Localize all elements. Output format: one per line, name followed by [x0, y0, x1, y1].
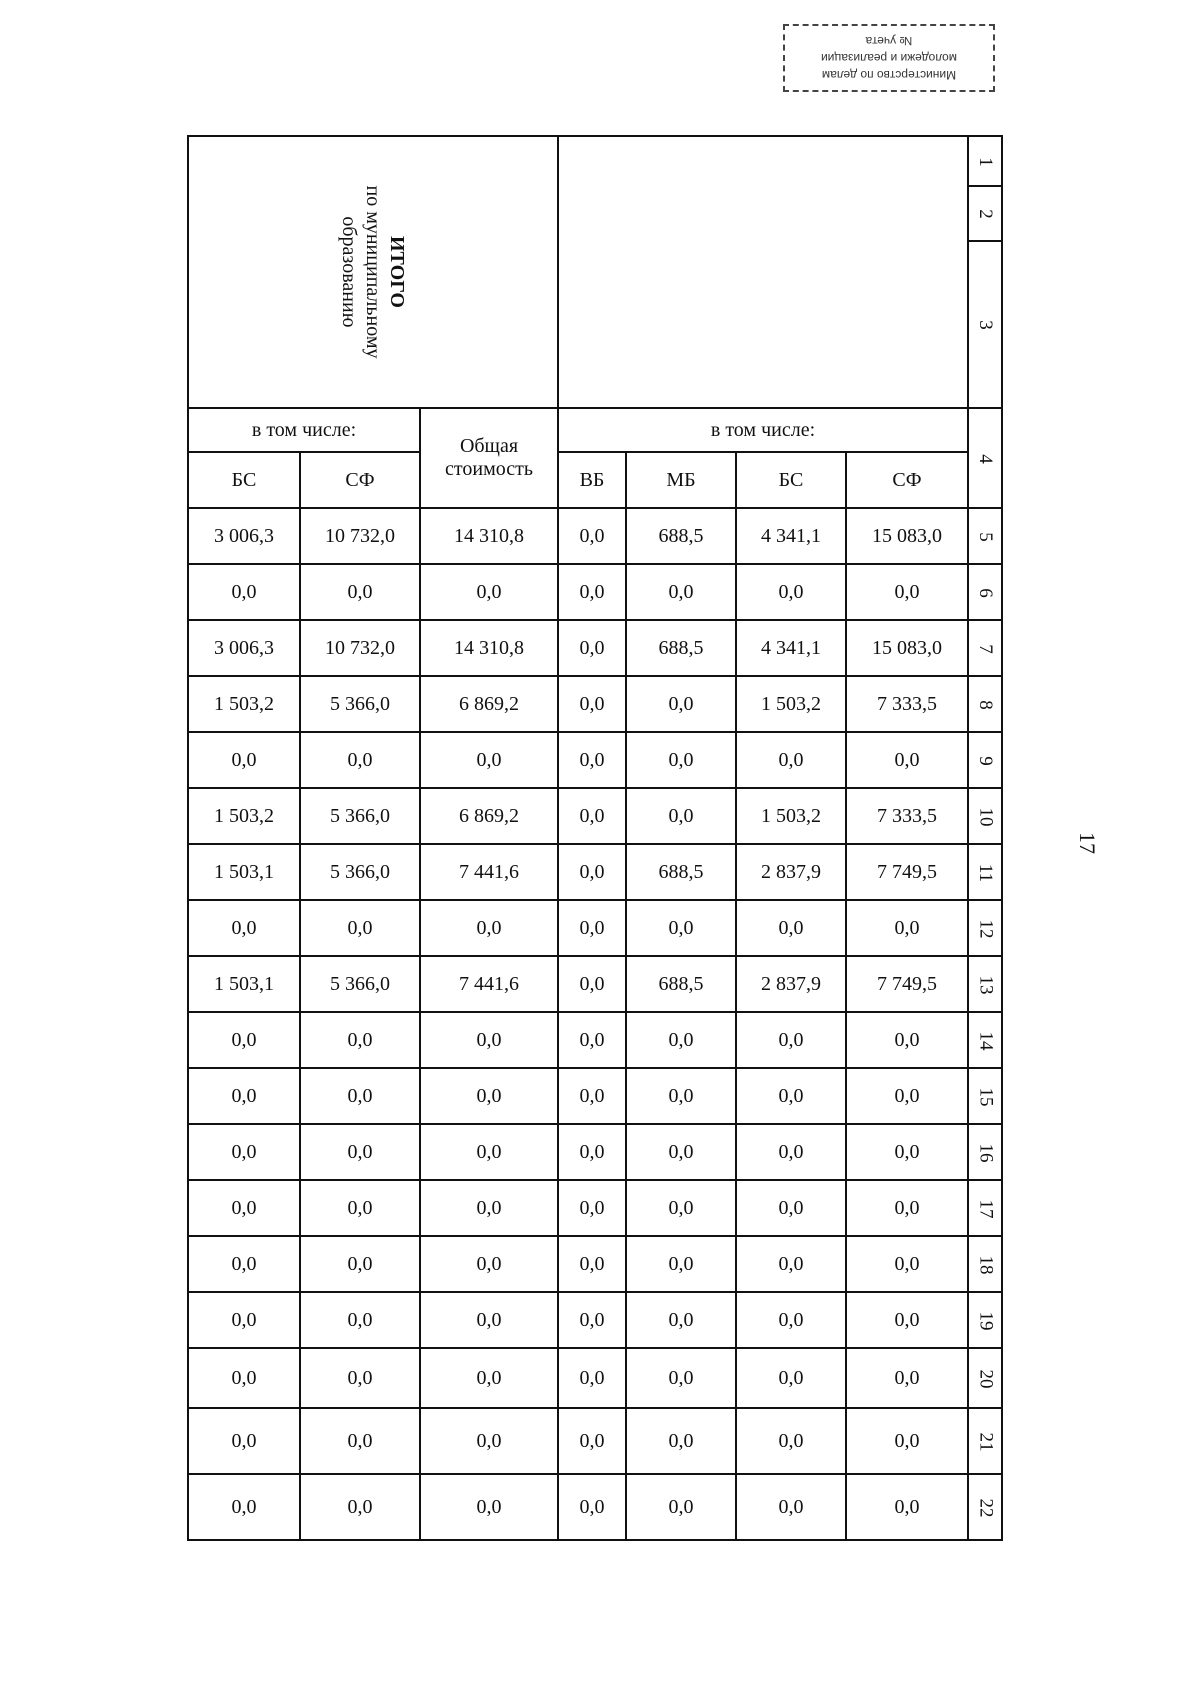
- table-cell: 0,0: [846, 1348, 968, 1408]
- table-cell: 688,5: [626, 508, 736, 564]
- stamp-line: Министерство по делам: [821, 68, 957, 83]
- row-number-cell: 22: [968, 1474, 1002, 1540]
- table-cell: 0,0: [558, 956, 626, 1012]
- table-cell: 14 310,8: [420, 508, 558, 564]
- table-cell: 4 341,1: [736, 508, 846, 564]
- row-number-cell: 11: [968, 844, 1002, 900]
- table-cell: 0,0: [846, 1474, 968, 1540]
- row-number-cell: 19: [968, 1292, 1002, 1348]
- table-cell: 0,0: [558, 900, 626, 956]
- table-cell: 6 869,2: [420, 788, 558, 844]
- table-cell: 0,0: [558, 1292, 626, 1348]
- table-cell: 0,0: [420, 1236, 558, 1292]
- table-cell: 0,0: [300, 1124, 420, 1180]
- table-cell: 0,0: [558, 844, 626, 900]
- table-cell: 0,0: [626, 564, 736, 620]
- table-cell: 0,0: [558, 1408, 626, 1474]
- header-row-top: [188, 136, 1002, 186]
- table-row: [188, 1474, 1002, 1540]
- table-cell: 0,0: [558, 1012, 626, 1068]
- table-cell: 15 083,0: [846, 508, 968, 564]
- table-cell: 0,0: [736, 1124, 846, 1180]
- table-cell: 0,0: [846, 1124, 968, 1180]
- table-cell: 0,0: [846, 1012, 968, 1068]
- row-number-cell: 13: [968, 956, 1002, 1012]
- itogo-line2: по муниципальному: [362, 185, 384, 359]
- table-cell: 0,0: [736, 1348, 846, 1408]
- table-cell: 0,0: [846, 900, 968, 956]
- row-number-cell: 12: [968, 900, 1002, 956]
- table-cell: 10 732,0: [300, 620, 420, 676]
- table-cell: 0,0: [626, 732, 736, 788]
- table-cell: 0,0: [558, 788, 626, 844]
- table-cell: 0,0: [188, 1292, 300, 1348]
- col-mb: МБ: [626, 452, 736, 508]
- table-cell: 688,5: [626, 844, 736, 900]
- table-cell: 0,0: [846, 1292, 968, 1348]
- table-cell: 0,0: [188, 564, 300, 620]
- row-number-cell: 15: [968, 1068, 1002, 1124]
- page-number: 17: [1075, 832, 1100, 854]
- table-cell: 0,0: [736, 1068, 846, 1124]
- table-cell: 0,0: [188, 1124, 300, 1180]
- row-number-cell: 3: [968, 241, 1002, 408]
- table-cell: 0,0: [420, 1474, 558, 1540]
- table-cell: 7 333,5: [846, 676, 968, 732]
- table-cell: 0,0: [736, 1180, 846, 1236]
- registration-stamp: [783, 24, 995, 92]
- itogo-label: [337, 152, 409, 392]
- table-cell: 14 310,8: [420, 620, 558, 676]
- row-number-cell: 8: [968, 676, 1002, 732]
- table-cell: 0,0: [300, 1236, 420, 1292]
- col-vb: ВБ: [558, 452, 626, 508]
- row-number-cell: 18: [968, 1236, 1002, 1292]
- table-cell: 0,0: [300, 1292, 420, 1348]
- table-cell: 3 006,3: [188, 620, 300, 676]
- row-number-cell: 1: [968, 136, 1002, 186]
- table-cell: 5 366,0: [300, 676, 420, 732]
- table-cell: 0,0: [626, 1474, 736, 1540]
- table-cell: 0,0: [188, 1348, 300, 1408]
- table-row: [188, 1012, 1002, 1068]
- itogo-title: ИТОГО: [386, 236, 408, 308]
- table-cell: 0,0: [736, 732, 846, 788]
- table-cell: 7 333,5: [846, 788, 968, 844]
- table-cell: 1 503,2: [188, 676, 300, 732]
- table-cell: 0,0: [420, 1408, 558, 1474]
- table-cell: 0,0: [300, 900, 420, 956]
- col-bs-right: БС: [736, 452, 846, 508]
- table-cell: 0,0: [626, 1124, 736, 1180]
- header-sub-row: [188, 452, 1002, 508]
- row-number-cell: 20: [968, 1348, 1002, 1408]
- row-number-cell: 5: [968, 508, 1002, 564]
- table-cell: 0,0: [558, 732, 626, 788]
- table-cell: 0,0: [300, 1408, 420, 1474]
- table-cell: 0,0: [300, 1012, 420, 1068]
- table-cell: 0,0: [626, 1180, 736, 1236]
- table-cell: 15 083,0: [846, 620, 968, 676]
- table-cell: 0,0: [188, 1180, 300, 1236]
- row-number-cell: 14: [968, 1012, 1002, 1068]
- table-cell: 0,0: [626, 1348, 736, 1408]
- table-cell: 0,0: [420, 900, 558, 956]
- table-cell: 5 366,0: [300, 788, 420, 844]
- table-cell: 0,0: [846, 1068, 968, 1124]
- table-cell: 0,0: [626, 1408, 736, 1474]
- table-cell: 0,0: [558, 1068, 626, 1124]
- table-cell: 0,0: [420, 1068, 558, 1124]
- table-cell: 0,0: [188, 1236, 300, 1292]
- table-cell: 0,0: [558, 1124, 626, 1180]
- table-cell: 0,0: [736, 564, 846, 620]
- table-cell: 0,0: [626, 1236, 736, 1292]
- stamp-line: молодежи и реализации: [820, 51, 958, 66]
- table-cell: 688,5: [626, 620, 736, 676]
- col-bs-left: БС: [188, 452, 300, 508]
- table-cell: 0,0: [626, 1068, 736, 1124]
- table-cell: 0,0: [300, 1068, 420, 1124]
- table-cell: 0,0: [420, 1292, 558, 1348]
- table-cell: 0,0: [558, 1474, 626, 1540]
- row-number-cell: 6: [968, 564, 1002, 620]
- table-row: [188, 676, 1002, 732]
- table-cell: 5 366,0: [300, 844, 420, 900]
- row-number-cell: 2: [968, 186, 1002, 240]
- table-cell: 0,0: [300, 732, 420, 788]
- table-cell: 0,0: [558, 1348, 626, 1408]
- table-cell: 1 503,2: [736, 788, 846, 844]
- table-cell: 6 869,2: [420, 676, 558, 732]
- table-cell: 0,0: [420, 732, 558, 788]
- table-row: [188, 1124, 1002, 1180]
- table-cell: 0,0: [420, 564, 558, 620]
- header-group-row: [188, 408, 1002, 452]
- table-cell: 0,0: [736, 1292, 846, 1348]
- row-number-cell: 21: [968, 1408, 1002, 1474]
- table-cell: 0,0: [558, 1236, 626, 1292]
- table-row: [188, 1180, 1002, 1236]
- table-row: [188, 788, 1002, 844]
- row-number-cell: 9: [968, 732, 1002, 788]
- table-cell: 0,0: [846, 1180, 968, 1236]
- stamp-line: № учета: [865, 34, 913, 49]
- table-row: [188, 1408, 1002, 1474]
- table-cell: 0,0: [846, 1408, 968, 1474]
- table-row: [188, 1068, 1002, 1124]
- table-cell: 0,0: [188, 1012, 300, 1068]
- table-cell: 7 749,5: [846, 844, 968, 900]
- table-cell: 0,0: [558, 508, 626, 564]
- table-cell: 0,0: [626, 676, 736, 732]
- itogo-cell: [188, 136, 558, 408]
- table-cell: 5 366,0: [300, 956, 420, 1012]
- table-cell: 3 006,3: [188, 508, 300, 564]
- table-cell: 0,0: [736, 1012, 846, 1068]
- table-cell: 2 837,9: [736, 956, 846, 1012]
- empty-header-cell: [558, 136, 968, 408]
- itogo-line3: образованию: [338, 216, 360, 328]
- col-sf-left: СФ: [300, 452, 420, 508]
- table-cell: 0,0: [626, 1012, 736, 1068]
- table-cell: 0,0: [558, 620, 626, 676]
- table-cell: 0,0: [736, 900, 846, 956]
- table-cell: 0,0: [420, 1180, 558, 1236]
- table-cell: 1 503,1: [188, 844, 300, 900]
- table-cell: 0,0: [846, 1236, 968, 1292]
- table-cell: 0,0: [626, 788, 736, 844]
- col-sf-right: СФ: [846, 452, 968, 508]
- table-cell: 0,0: [558, 1180, 626, 1236]
- row-number-cell: 4: [968, 408, 1002, 508]
- table-row: [188, 900, 1002, 956]
- table-row: [188, 956, 1002, 1012]
- table-cell: 0,0: [558, 676, 626, 732]
- table-row: [188, 1236, 1002, 1292]
- table-cell: 10 732,0: [300, 508, 420, 564]
- table-cell: 0,0: [736, 1474, 846, 1540]
- table-cell: 7 749,5: [846, 956, 968, 1012]
- table-cell: 0,0: [300, 564, 420, 620]
- table-row: [188, 564, 1002, 620]
- table-cell: 0,0: [188, 1068, 300, 1124]
- table-cell: 1 503,1: [188, 956, 300, 1012]
- total-cost-header: Общая стоимость: [420, 408, 558, 508]
- table-row: [188, 508, 1002, 564]
- in-that-number-left: в том числе:: [188, 408, 420, 452]
- table-cell: 0,0: [188, 732, 300, 788]
- in-that-number-right: в том числе:: [558, 408, 968, 452]
- table-row: [188, 732, 1002, 788]
- table-cell: 0,0: [188, 1408, 300, 1474]
- table-cell: 0,0: [846, 564, 968, 620]
- table-cell: 0,0: [420, 1012, 558, 1068]
- table-cell: 0,0: [558, 564, 626, 620]
- table-row: [188, 1292, 1002, 1348]
- row-number-cell: 16: [968, 1124, 1002, 1180]
- table-cell: 1 503,2: [736, 676, 846, 732]
- table-cell: 1 503,2: [188, 788, 300, 844]
- row-number-cell: 17: [968, 1180, 1002, 1236]
- table-row: [188, 1348, 1002, 1408]
- table-cell: 0,0: [420, 1348, 558, 1408]
- table-cell: 4 341,1: [736, 620, 846, 676]
- table-cell: 0,0: [300, 1348, 420, 1408]
- table-cell: 688,5: [626, 956, 736, 1012]
- table-cell: 7 441,6: [420, 844, 558, 900]
- table-cell: 7 441,6: [420, 956, 558, 1012]
- table-cell: 0,0: [846, 732, 968, 788]
- table-row: [188, 844, 1002, 900]
- budget-table: [187, 135, 1003, 1541]
- table-cell: 2 837,9: [736, 844, 846, 900]
- table-cell: 0,0: [736, 1236, 846, 1292]
- table-cell: 0,0: [300, 1474, 420, 1540]
- row-number-cell: 10: [968, 788, 1002, 844]
- table-cell: 0,0: [188, 900, 300, 956]
- table-cell: 0,0: [626, 1292, 736, 1348]
- table-cell: 0,0: [626, 900, 736, 956]
- table-cell: 0,0: [300, 1180, 420, 1236]
- table-row: [188, 620, 1002, 676]
- table-cell: 0,0: [420, 1124, 558, 1180]
- table-cell: 0,0: [188, 1474, 300, 1540]
- row-number-cell: 7: [968, 620, 1002, 676]
- table-cell: 0,0: [736, 1408, 846, 1474]
